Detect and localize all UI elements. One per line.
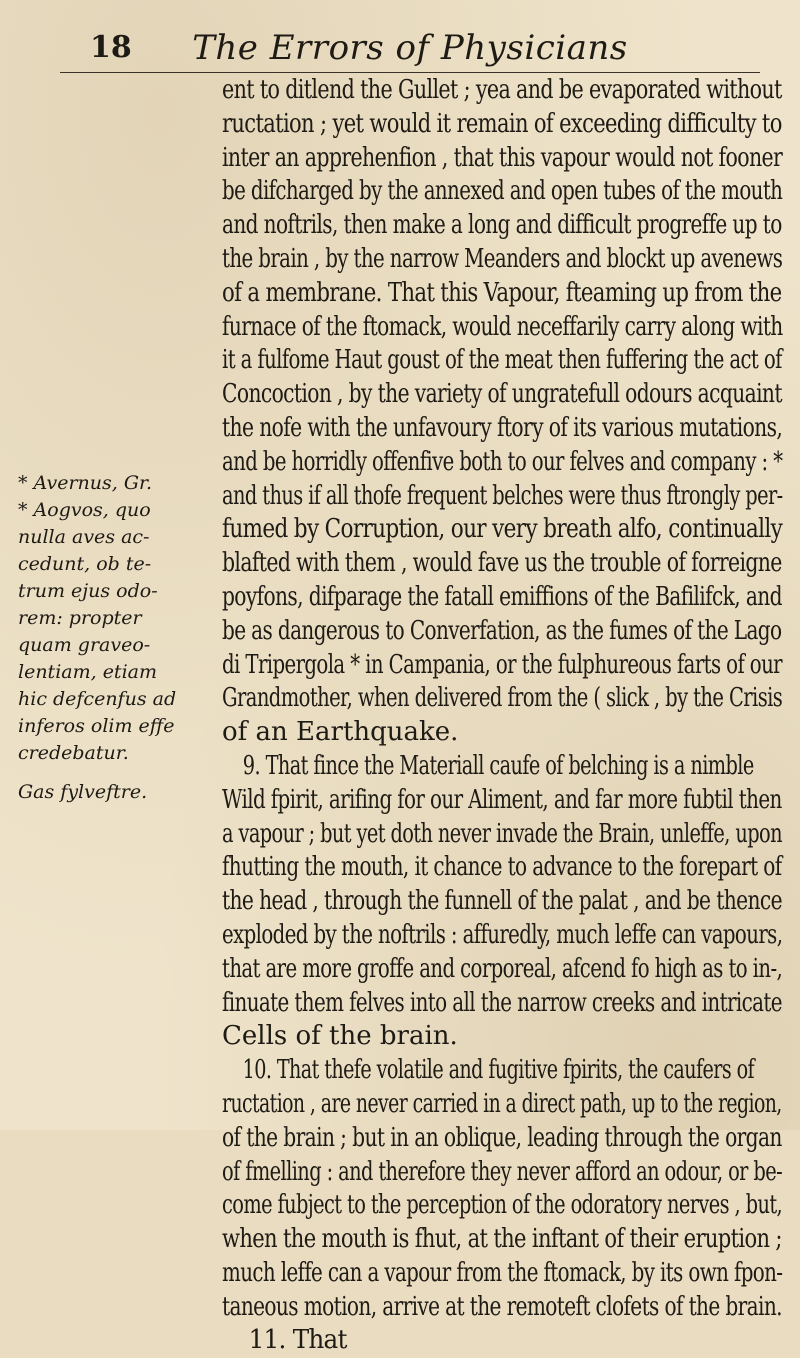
text-line: of fmelling : and therefore they never afford an odour, or be- — [222, 1156, 783, 1187]
text-line: of an Earthquake. — [222, 717, 459, 748]
text-line: that are more groffe and corporeal, afcend fo high as to in-, — [222, 953, 783, 984]
text-line: blafted with them , would fave us the trouble of forreigne — [222, 548, 782, 579]
text-line: ent to ditlend the Gullet ; yea and be evaporated without — [222, 75, 782, 105]
text-line: a vapour ; but yet doth never invade the Brain, unleffe, upon — [222, 818, 782, 849]
text-line: ructation , are never carried in a direct path, up to the region, — [222, 1088, 782, 1119]
text-line: taneous motion, arrive at the remoteft clofets of the brain. — [222, 1291, 782, 1322]
margin-note-line: * Avernus, Gr. — [18, 472, 153, 494]
margin-note-line: trum ejus odo- — [18, 580, 158, 602]
text-line: 9. That fince the Materiall caufe of belching is a nimble — [242, 750, 754, 781]
text-line: fhutting the mouth, it chance to advance to the forepart of — [222, 852, 782, 883]
text-line: and thus if all thofe frequent belches were thus ftrongly per- — [222, 480, 783, 511]
text-line: Wild fpirit, arifing for our Aliment, and far more fubtil then — [222, 784, 782, 815]
text-line: exploded by the noftrils : affuredly, much leffe can vapours, — [222, 919, 783, 950]
text-line: finuate them felves into all the narrow creeks and intricate — [222, 987, 782, 1018]
text-line: Concoction , by the variety of ungratefull odours acquaint — [222, 379, 782, 410]
page-number: 18 — [90, 30, 132, 65]
text-line: and noftrils, then make a long and difficult progreffe up to — [222, 210, 782, 241]
text-line: poyfons, difparage the fatall emiffions of the Bafilifck, and — [222, 581, 782, 612]
margin-note-line: cedunt, ob te- — [18, 553, 152, 575]
text-line: of a membrane. That this Vapour, fteaming up from the — [222, 277, 782, 308]
text-line: the nofe with the unfavoury ftory of its various mutations, — [222, 412, 783, 443]
margin-note-line: Gas fylveftre. — [18, 781, 148, 803]
margin-note-line: credebatur. — [18, 742, 129, 764]
margin-note-line: * Aogvos, quo — [18, 499, 151, 521]
body-text — [222, 74, 782, 1358]
text-line: be difcharged by the annexed and open tubes of the mouth — [222, 176, 783, 207]
margin-note-line: lentiam, etiam — [18, 661, 157, 683]
text-line: and be horridly offenfive both to our felves and company : * — [222, 446, 783, 477]
text-line: be as dangerous to Converfation, as the fumes of the Lago — [222, 615, 782, 646]
running-title: The Errors of Physicians — [192, 28, 628, 68]
margin-note-line: nulla aves ac- — [18, 526, 150, 548]
text-line: the head , through the funnell of the palat , and be thence — [222, 886, 782, 917]
text-line: it a fulfome Haut goust of the meat then fuffering the act of — [222, 345, 782, 376]
text-line: come fubject to the perception of the odoratory nerves , but, — [222, 1190, 783, 1221]
margin-note-line: rem: propter — [18, 607, 142, 629]
margin-note-line: hic defcenfus ad — [18, 688, 177, 710]
text-line: di Tripergola * in Campania, or the fulphureous farts of our — [222, 649, 783, 680]
text-line: 11. That — [248, 1325, 347, 1356]
text-line: 10. That thefe volatile and fugitive fpirits, the caufers of — [242, 1055, 755, 1086]
text-line: fumed by Corruption, our very breath alfo, continually — [222, 514, 783, 545]
margin-note-line: quam graveo- — [18, 634, 151, 656]
text-line: Grandmother, when delivered from the ( slick , by the Crisis — [222, 683, 783, 714]
text-line: ructation ; yet would it remain of exceeding difficulty to — [222, 108, 782, 139]
text-line: when the mouth is fhut, at the inftant of their eruption ; — [222, 1224, 782, 1255]
margin-notes — [18, 470, 218, 806]
text-line: the brain , by the narrow Meanders and blockt up avenews — [222, 243, 783, 274]
text-line: inter an apprehenfion , that this vapour would not fooner — [222, 142, 783, 173]
text-line: much leffe can a vapour from the ftomack, by its own fpon- — [222, 1257, 783, 1288]
text-line: furnace of the ftomack, would neceffarily carry along with — [222, 311, 783, 342]
text-line: of the brain ; but in an oblique, leading through the organ — [222, 1122, 782, 1153]
text-line: Cells of the brain. — [222, 1021, 458, 1052]
page-header — [60, 28, 760, 73]
margin-note-line: inferos olim effe — [18, 715, 175, 737]
